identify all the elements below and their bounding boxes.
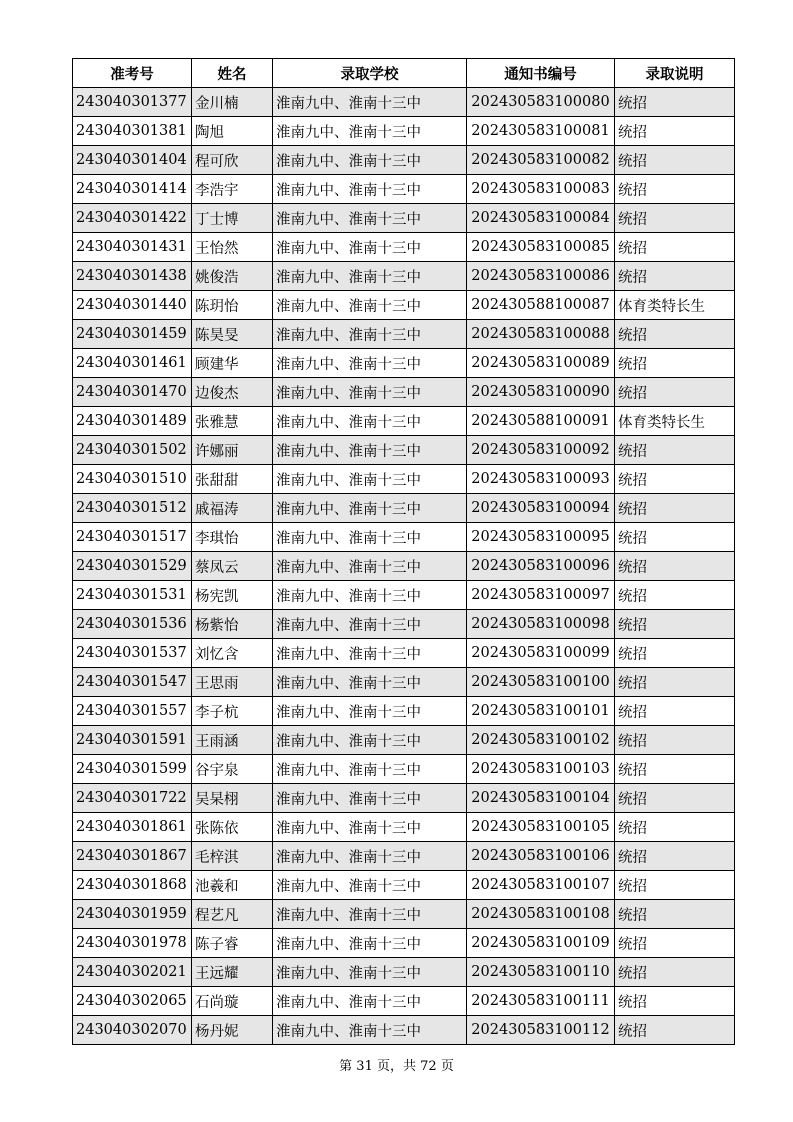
cell-admission-note: 统招: [615, 349, 735, 378]
cell-exam-number: 243040301959: [73, 900, 192, 929]
table-row: [73, 175, 735, 204]
cell-notice-number: 202430583100109: [467, 929, 615, 958]
cell-school: 淮南九中、淮南十三中: [273, 552, 467, 581]
page-footer: [0, 1055, 793, 1074]
footer-total-pages: 72: [420, 1059, 437, 1074]
cell-name: 金川楠: [192, 88, 273, 117]
cell-notice-number: 202430583100088: [467, 320, 615, 349]
cell-admission-note: 统招: [615, 987, 735, 1016]
cell-notice-number: 202430583100102: [467, 726, 615, 755]
table-row: [73, 204, 735, 233]
cell-admission-note: 统招: [615, 436, 735, 465]
table-row: [73, 88, 735, 117]
footer-suffix: 页: [440, 1059, 454, 1074]
cell-name: 李子杭: [192, 697, 273, 726]
cell-exam-number: 243040301459: [73, 320, 192, 349]
cell-name: 陈昊旻: [192, 320, 273, 349]
cell-name: 杨丹妮: [192, 1016, 273, 1045]
cell-admission-note: 体育类特长生: [615, 407, 735, 436]
table-body: [73, 88, 735, 1045]
cell-exam-number: 243040301531: [73, 581, 192, 610]
cell-school: 淮南九中、淮南十三中: [273, 784, 467, 813]
cell-name: 程艺凡: [192, 900, 273, 929]
cell-notice-number: 202430583100086: [467, 262, 615, 291]
cell-school: 淮南九中、淮南十三中: [273, 871, 467, 900]
cell-admission-note: 统招: [615, 755, 735, 784]
cell-name: 王雨涵: [192, 726, 273, 755]
cell-exam-number: 243040301978: [73, 929, 192, 958]
header-name: 姓名: [192, 59, 273, 88]
cell-exam-number: 243040301422: [73, 204, 192, 233]
cell-school: 淮南九中、淮南十三中: [273, 117, 467, 146]
cell-notice-number: 202430583100101: [467, 697, 615, 726]
cell-notice-number: 202430583100085: [467, 233, 615, 262]
table-row: [73, 871, 735, 900]
cell-admission-note: 统招: [615, 929, 735, 958]
cell-notice-number: 202430583100098: [467, 610, 615, 639]
table-row: [73, 1016, 735, 1045]
cell-admission-note: 统招: [615, 117, 735, 146]
cell-school: 淮南九中、淮南十三中: [273, 581, 467, 610]
cell-name: 王怡然: [192, 233, 273, 262]
cell-name: 李浩宇: [192, 175, 273, 204]
cell-exam-number: 243040301867: [73, 842, 192, 871]
header-row: [73, 59, 735, 88]
cell-name: 王思雨: [192, 668, 273, 697]
table-row: [73, 291, 735, 320]
cell-notice-number: 202430588100091: [467, 407, 615, 436]
cell-exam-number: 243040301414: [73, 175, 192, 204]
cell-school: 淮南九中、淮南十三中: [273, 349, 467, 378]
cell-admission-note: 统招: [615, 871, 735, 900]
table-row: [73, 320, 735, 349]
cell-admission-note: 统招: [615, 465, 735, 494]
cell-school: 淮南九中、淮南十三中: [273, 842, 467, 871]
cell-notice-number: 202430583100097: [467, 581, 615, 610]
footer-page-number: 31: [356, 1059, 373, 1074]
cell-name: 陈玥怡: [192, 291, 273, 320]
table-row: [73, 117, 735, 146]
table-row: [73, 494, 735, 523]
cell-name: 吴杲栩: [192, 784, 273, 813]
cell-school: 淮南九中、淮南十三中: [273, 320, 467, 349]
cell-notice-number: 202430583100107: [467, 871, 615, 900]
cell-admission-note: 统招: [615, 581, 735, 610]
cell-notice-number: 202430588100087: [467, 291, 615, 320]
cell-exam-number: 243040301512: [73, 494, 192, 523]
cell-admission-note: 统招: [615, 494, 735, 523]
cell-exam-number: 243040301461: [73, 349, 192, 378]
footer-middle: 页，共: [376, 1059, 416, 1074]
table-row: [73, 726, 735, 755]
cell-school: 淮南九中、淮南十三中: [273, 175, 467, 204]
cell-exam-number: 243040301537: [73, 639, 192, 668]
cell-notice-number: 202430583100081: [467, 117, 615, 146]
cell-notice-number: 202430583100092: [467, 436, 615, 465]
table-row: [73, 842, 735, 871]
cell-admission-note: 统招: [615, 1016, 735, 1045]
cell-school: 淮南九中、淮南十三中: [273, 668, 467, 697]
cell-school: 淮南九中、淮南十三中: [273, 291, 467, 320]
cell-name: 李琪怡: [192, 523, 273, 552]
cell-school: 淮南九中、淮南十三中: [273, 465, 467, 494]
cell-notice-number: 202430583100099: [467, 639, 615, 668]
table-row: [73, 465, 735, 494]
cell-exam-number: 243040301431: [73, 233, 192, 262]
cell-school: 淮南九中、淮南十三中: [273, 987, 467, 1016]
cell-school: 淮南九中、淮南十三中: [273, 958, 467, 987]
header-school: 录取学校: [273, 59, 467, 88]
table-row: [73, 523, 735, 552]
cell-notice-number: 202430583100106: [467, 842, 615, 871]
cell-school: 淮南九中、淮南十三中: [273, 436, 467, 465]
cell-school: 淮南九中、淮南十三中: [273, 204, 467, 233]
table-row: [73, 784, 735, 813]
cell-notice-number: 202430583100096: [467, 552, 615, 581]
cell-notice-number: 202430583100094: [467, 494, 615, 523]
cell-name: 张雅慧: [192, 407, 273, 436]
cell-notice-number: 202430583100104: [467, 784, 615, 813]
table-row: [73, 378, 735, 407]
cell-exam-number: 243040301536: [73, 610, 192, 639]
cell-admission-note: 统招: [615, 523, 735, 552]
table-row: [73, 146, 735, 175]
cell-name: 石尚璇: [192, 987, 273, 1016]
cell-notice-number: 202430583100083: [467, 175, 615, 204]
cell-exam-number: 243040302065: [73, 987, 192, 1016]
cell-exam-number: 243040301599: [73, 755, 192, 784]
cell-name: 王远耀: [192, 958, 273, 987]
cell-school: 淮南九中、淮南十三中: [273, 262, 467, 291]
cell-school: 淮南九中、淮南十三中: [273, 378, 467, 407]
table-row: [73, 349, 735, 378]
cell-exam-number: 243040301722: [73, 784, 192, 813]
cell-name: 顾建华: [192, 349, 273, 378]
cell-notice-number: 202430583100089: [467, 349, 615, 378]
cell-admission-note: 统招: [615, 320, 735, 349]
cell-school: 淮南九中、淮南十三中: [273, 726, 467, 755]
cell-school: 淮南九中、淮南十三中: [273, 88, 467, 117]
cell-exam-number: 243040301547: [73, 668, 192, 697]
cell-name: 刘忆含: [192, 639, 273, 668]
cell-school: 淮南九中、淮南十三中: [273, 755, 467, 784]
cell-exam-number: 243040301529: [73, 552, 192, 581]
cell-exam-number: 243040301510: [73, 465, 192, 494]
cell-notice-number: 202430583100108: [467, 900, 615, 929]
cell-exam-number: 243040301502: [73, 436, 192, 465]
cell-school: 淮南九中、淮南十三中: [273, 813, 467, 842]
cell-admission-note: 统招: [615, 639, 735, 668]
cell-school: 淮南九中、淮南十三中: [273, 407, 467, 436]
cell-admission-note: 体育类特长生: [615, 291, 735, 320]
cell-notice-number: 202430583100082: [467, 146, 615, 175]
cell-notice-number: 202430583100080: [467, 88, 615, 117]
table-row: [73, 900, 735, 929]
footer-prefix: 第: [339, 1059, 353, 1074]
cell-notice-number: 202430583100095: [467, 523, 615, 552]
cell-admission-note: 统招: [615, 88, 735, 117]
cell-admission-note: 统招: [615, 378, 735, 407]
cell-admission-note: 统招: [615, 842, 735, 871]
cell-exam-number: 243040301557: [73, 697, 192, 726]
table-row: [73, 262, 735, 291]
cell-admission-note: 统招: [615, 204, 735, 233]
table-row: [73, 929, 735, 958]
table-row: [73, 552, 735, 581]
cell-notice-number: 202430583100112: [467, 1016, 615, 1045]
cell-notice-number: 202430583100093: [467, 465, 615, 494]
cell-admission-note: 统招: [615, 233, 735, 262]
cell-name: 蔡凤云: [192, 552, 273, 581]
table-row: [73, 697, 735, 726]
cell-name: 许娜丽: [192, 436, 273, 465]
cell-notice-number: 202430583100111: [467, 987, 615, 1016]
cell-name: 谷宇泉: [192, 755, 273, 784]
cell-exam-number: 243040301517: [73, 523, 192, 552]
cell-name: 张甜甜: [192, 465, 273, 494]
cell-name: 张陈依: [192, 813, 273, 842]
cell-exam-number: 243040301404: [73, 146, 192, 175]
cell-admission-note: 统招: [615, 262, 735, 291]
cell-exam-number: 243040301438: [73, 262, 192, 291]
cell-admission-note: 统招: [615, 552, 735, 581]
cell-school: 淮南九中、淮南十三中: [273, 900, 467, 929]
table-row: [73, 813, 735, 842]
cell-notice-number: 202430583100105: [467, 813, 615, 842]
table-row: [73, 639, 735, 668]
cell-name: 毛梓淇: [192, 842, 273, 871]
cell-name: 姚俊浩: [192, 262, 273, 291]
cell-name: 戚福涛: [192, 494, 273, 523]
cell-admission-note: 统招: [615, 813, 735, 842]
cell-exam-number: 243040301489: [73, 407, 192, 436]
table-row: [73, 987, 735, 1016]
cell-admission-note: 统招: [615, 668, 735, 697]
cell-exam-number: 243040301470: [73, 378, 192, 407]
cell-exam-number: 243040302021: [73, 958, 192, 987]
cell-admission-note: 统招: [615, 697, 735, 726]
cell-name: 边俊杰: [192, 378, 273, 407]
admission-table: [72, 58, 735, 1045]
table-row: [73, 668, 735, 697]
cell-notice-number: 202430583100084: [467, 204, 615, 233]
cell-exam-number: 243040301861: [73, 813, 192, 842]
cell-name: 陈子睿: [192, 929, 273, 958]
table-row: [73, 958, 735, 987]
cell-name: 程可欣: [192, 146, 273, 175]
cell-notice-number: 202430583100110: [467, 958, 615, 987]
cell-admission-note: 统招: [615, 175, 735, 204]
cell-name: 陶旭: [192, 117, 273, 146]
cell-school: 淮南九中、淮南十三中: [273, 494, 467, 523]
cell-name: 池羲和: [192, 871, 273, 900]
cell-name: 丁士博: [192, 204, 273, 233]
cell-school: 淮南九中、淮南十三中: [273, 1016, 467, 1045]
cell-exam-number: 243040301377: [73, 88, 192, 117]
cell-school: 淮南九中、淮南十三中: [273, 146, 467, 175]
table-row: [73, 610, 735, 639]
cell-admission-note: 统招: [615, 958, 735, 987]
cell-exam-number: 243040302070: [73, 1016, 192, 1045]
cell-exam-number: 243040301868: [73, 871, 192, 900]
cell-exam-number: 243040301440: [73, 291, 192, 320]
cell-school: 淮南九中、淮南十三中: [273, 233, 467, 262]
cell-school: 淮南九中、淮南十三中: [273, 523, 467, 552]
cell-notice-number: 202430583100100: [467, 668, 615, 697]
cell-exam-number: 243040301591: [73, 726, 192, 755]
cell-name: 杨宪凯: [192, 581, 273, 610]
header-admission-note: 录取说明: [615, 59, 735, 88]
header-notice-number: 通知书编号: [467, 59, 615, 88]
cell-notice-number: 202430583100090: [467, 378, 615, 407]
cell-exam-number: 243040301381: [73, 117, 192, 146]
cell-school: 淮南九中、淮南十三中: [273, 697, 467, 726]
cell-school: 淮南九中、淮南十三中: [273, 610, 467, 639]
cell-admission-note: 统招: [615, 784, 735, 813]
cell-school: 淮南九中、淮南十三中: [273, 639, 467, 668]
cell-admission-note: 统招: [615, 900, 735, 929]
cell-admission-note: 统招: [615, 610, 735, 639]
cell-notice-number: 202430583100103: [467, 755, 615, 784]
cell-admission-note: 统招: [615, 146, 735, 175]
cell-name: 杨紫怡: [192, 610, 273, 639]
table-row: [73, 755, 735, 784]
table-row: [73, 407, 735, 436]
table-row: [73, 581, 735, 610]
table-row: [73, 436, 735, 465]
cell-admission-note: 统招: [615, 726, 735, 755]
header-exam-number: 准考号: [73, 59, 192, 88]
cell-school: 淮南九中、淮南十三中: [273, 929, 467, 958]
table-row: [73, 233, 735, 262]
